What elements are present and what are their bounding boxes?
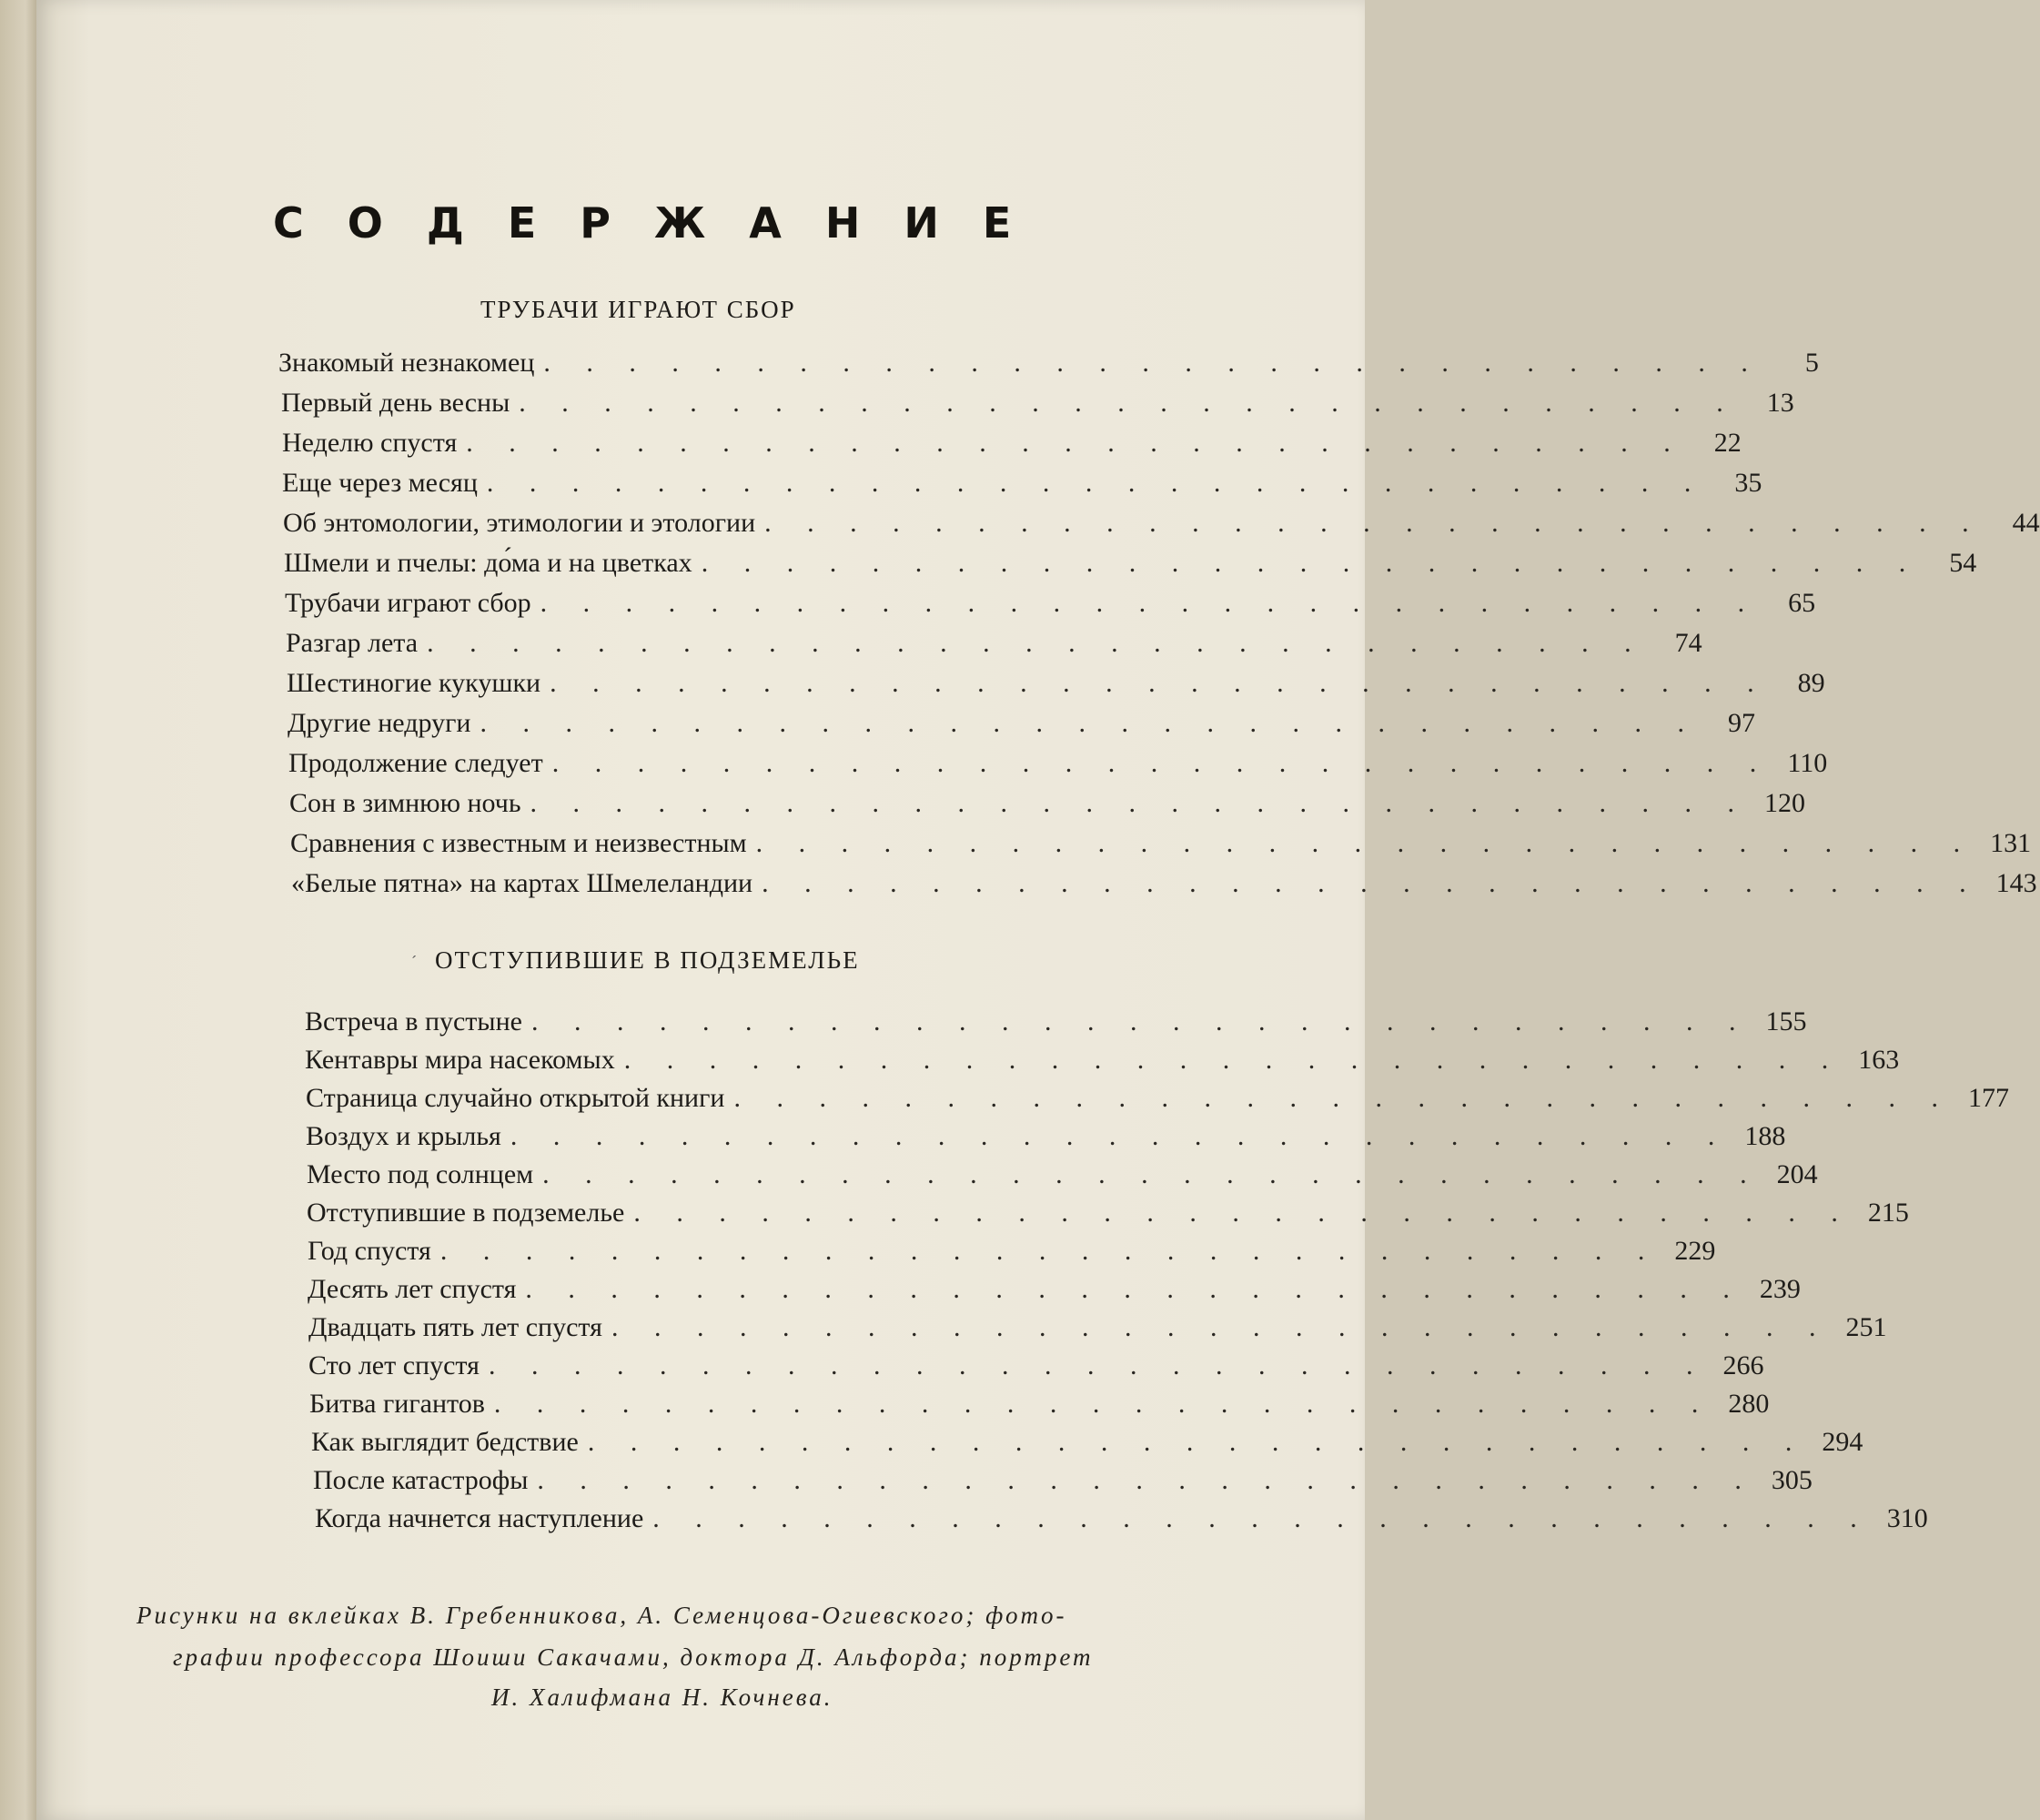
toc-entry-label: Как выглядит бедствие [311, 1427, 579, 1457]
toc-entry-label: Первый день весны [281, 388, 510, 418]
toc-entry [288, 748, 1828, 784]
toc-entry-label: Шмели и пчелы: до́ма и на цветках [284, 548, 692, 578]
toc-entry [306, 1121, 1786, 1158]
toc-entry-label: Двадцать пять лет спустя [308, 1312, 602, 1342]
toc-entry-label: Отступившие в подземелье [307, 1198, 625, 1228]
leader-dots: . . . . . . . . . . . . . . . . . . . . . . . . . . . . . [488, 1350, 1708, 1380]
toc-entry-page: 188 [1744, 1121, 1786, 1151]
toc-entry [306, 1083, 2009, 1119]
toc-entry-page: 131 [1990, 828, 2032, 858]
credits-line-3: И. Халифмана Н. Кочнева. [491, 1684, 833, 1711]
toc-entry-page: 65 [1788, 588, 1816, 618]
toc-entry-label: Неделю спустя [282, 428, 458, 458]
toc-entry-label: Разгар лета [286, 628, 419, 658]
toc-entry [288, 708, 1755, 744]
toc-entry-label: После катастрофы [313, 1465, 529, 1495]
toc-entry-label: Кентавры мира насекомых [305, 1045, 615, 1075]
leader-dots: . . . . . . . . . . . . . . . . . . . . . . . . . . . . . [633, 1198, 1853, 1228]
toc-entry-page: 44 [2012, 508, 2040, 538]
toc-entry-page: 280 [1728, 1389, 1770, 1419]
leader-dots: . . . . . . . . . . . . . . . . . . . . . . . . . . . . . [652, 1503, 1872, 1533]
toc-entry [309, 1389, 1770, 1425]
toc-entry-label: Сравнения с известным и неизвестным [290, 828, 747, 858]
leader-dots: . . . . . . . . . . . . . . . . . . . . . . . . . . . . . [525, 1274, 1744, 1304]
toc-entry-page: 266 [1722, 1350, 1764, 1380]
leader-dots: . . . . . . . . . . . . . . . . . . . . . . . . . . . . . [550, 668, 1769, 698]
leader-dots: . . . . . . . . . . . . . . . . . . . . . . . . . . . . . [510, 1121, 1730, 1151]
toc-entry-page: 97 [1727, 708, 1755, 738]
toc-entry-page: 294 [1822, 1427, 1863, 1457]
leader-dots: . . . . . . . . . . . . . . . . . . . . . . . . . . . . . [427, 628, 1646, 658]
toc-entry-page: 177 [1967, 1083, 2009, 1113]
leader-dots: . . . . . . . . . . . . . . . . . . . . . . . . . . . . . [542, 1159, 1762, 1189]
leader-dots: . . . . . . . . . . . . . . . . . . . . . . . . . . . . . [611, 1312, 1831, 1342]
toc-entry [308, 1274, 1801, 1310]
toc-entry-page: 143 [1995, 868, 2037, 898]
leader-dots: . . . . . . . . . . . . . . . . . . . . . . . . . . . . . [519, 388, 1738, 418]
toc-entry-label: Сон в зимнюю ночь [289, 788, 521, 818]
toc-entry [313, 1465, 1813, 1502]
toc-entry-page: 155 [1765, 1006, 1807, 1036]
leader-dots: . . . . . . . . . . . . . . . . . . . . . . . . . . . . . [486, 468, 1706, 498]
toc-entry-page: 239 [1759, 1274, 1801, 1304]
ink-mark: ˊ [411, 953, 417, 971]
toc-entry-label: Год спустя [308, 1236, 431, 1266]
toc-entry-label: Продолжение следует [288, 748, 543, 778]
leader-dots: . . . . . . . . . . . . . . . . . . . . . . . . . . . . . [493, 1389, 1713, 1419]
leader-dots: . . . . . . . . . . . . . . . . . . . . . . . . . . . . . [439, 1236, 1660, 1266]
toc-entry-label: Десять лет спустя [308, 1274, 517, 1304]
toc-entry [281, 388, 1794, 424]
toc-entry [289, 788, 1806, 824]
toc-entry-page: 204 [1776, 1159, 1818, 1189]
toc-entry-page: 13 [1766, 388, 1794, 418]
leader-dots: . . . . . . . . . . . . . . . . . . . . . . . . . . . . . [762, 868, 1981, 898]
leader-dots: . . . . . . . . . . . . . . . . . . . . . . . . . . . . . [701, 548, 1921, 578]
credits-line-1: Рисунки на вклейках В. Гребенникова, А. Семенцова-Огиевского; фото- [136, 1602, 1067, 1629]
leader-dots: . . . . . . . . . . . . . . . . . . . . . . . . . . . . . [480, 708, 1699, 738]
section-title-2: ОТСТУПИВШИЕ В ПОДЗЕМЕЛЬЕ [435, 946, 860, 974]
leader-dots: . . . . . . . . . . . . . . . . . . . . . . . . . . . . . [755, 828, 1975, 858]
leader-dots: . . . . . . . . . . . . . . . . . . . . . . . . . . . . . [543, 348, 1762, 378]
section-title-1: ТРУБАЧИ ИГРАЮТ СБОР [480, 296, 796, 323]
toc-entry-label: Битва гигантов [309, 1389, 485, 1419]
toc-entry [305, 1006, 1807, 1043]
toc-entry-page: 74 [1674, 628, 1702, 658]
leader-dots: . . . . . . . . . . . . . . . . . . . . . . . . . . . . . [540, 588, 1760, 618]
leader-dots: . . . . . . . . . . . . . . . . . . . . . . . . . . . . . [764, 508, 1984, 538]
book-gutter [0, 0, 36, 1820]
leader-dots: . . . . . . . . . . . . . . . . . . . . . . . . . . . . . [530, 1006, 1751, 1036]
toc-entry-label: Страница случайно открытой книги [306, 1083, 725, 1113]
toc-entry-page: 215 [1867, 1198, 1909, 1228]
toc-entry-label: Шестиногие кукушки [287, 668, 541, 698]
leader-dots: . . . . . . . . . . . . . . . . . . . . . . . . . . . . . [623, 1045, 1843, 1075]
toc-entry-label: Сто лет спустя [308, 1350, 480, 1380]
toc-entry-label: Знакомый незнакомец [278, 348, 535, 378]
toc-entry-page: 305 [1771, 1465, 1813, 1495]
toc-entry [290, 828, 2032, 864]
toc-entry [282, 468, 1762, 504]
toc-entry [311, 1427, 1863, 1463]
leader-dots: . . . . . . . . . . . . . . . . . . . . . . . . . . . . . [466, 428, 1685, 458]
toc-entry [287, 668, 1825, 704]
toc-entry [285, 588, 1816, 624]
toc-entry-page: 22 [1713, 428, 1742, 458]
toc-entry-page: 251 [1845, 1312, 1887, 1342]
toc-entry-page: 5 [1804, 348, 1819, 378]
toc-entry-label: Трубачи играют сбор [285, 588, 531, 618]
toc-entry [308, 1236, 1716, 1272]
toc-entry [307, 1159, 1818, 1196]
toc-entry-label: Место под солнцем [307, 1159, 534, 1189]
toc-entry-page: 35 [1734, 468, 1762, 498]
toc-entry-label: Еще через месяц [282, 468, 478, 498]
leader-dots: . . . . . . . . . . . . . . . . . . . . . . . . . . . . . [530, 788, 1750, 818]
book-page [36, 0, 1365, 1820]
toc-entry [291, 868, 2037, 905]
toc-entry [286, 628, 1702, 664]
toc-entry [282, 428, 1742, 464]
toc-entry [315, 1503, 1928, 1540]
toc-entry-label: Встреча в пустыне [305, 1006, 522, 1036]
toc-entry-label: Другие недруги [288, 708, 471, 738]
toc-entry [284, 548, 1977, 584]
toc-entry [307, 1198, 1909, 1234]
toc-entry [278, 348, 1819, 384]
leader-dots: . . . . . . . . . . . . . . . . . . . . . . . . . . . . . [537, 1465, 1756, 1495]
toc-entry [283, 508, 2040, 544]
toc-entry-label: Воздух и крылья [306, 1121, 501, 1151]
toc-entry-page: 89 [1797, 668, 1825, 698]
toc-entry-page: 120 [1764, 788, 1806, 818]
toc-entry-label: Об энтомологии, этимологии и этологии [283, 508, 756, 538]
credits-line-2: графии профессора Шоиши Сакачами, доктора Д. Альфорда; портрет [173, 1643, 1094, 1671]
leader-dots: . . . . . . . . . . . . . . . . . . . . . . . . . . . . . [587, 1427, 1807, 1457]
toc-entry-page: 54 [1949, 548, 1977, 578]
toc-entry-page: 110 [1787, 748, 1828, 778]
toc-entry-page: 310 [1886, 1503, 1928, 1533]
toc-entry [308, 1312, 1887, 1349]
leader-dots: . . . . . . . . . . . . . . . . . . . . . . . . . . . . . [733, 1083, 1953, 1113]
toc-entry [308, 1350, 1764, 1387]
page-title: СОДЕРЖАНИЕ [273, 198, 1055, 248]
toc-entry [305, 1045, 1900, 1081]
toc-entry-label: Когда начнется наступление [315, 1503, 644, 1533]
leader-dots: . . . . . . . . . . . . . . . . . . . . . . . . . . . . . [551, 748, 1772, 778]
toc-entry-label: «Белые пятна» на картах Шмелеландии [291, 868, 753, 898]
toc-entry-page: 163 [1858, 1045, 1900, 1075]
toc-entry-page: 229 [1674, 1236, 1716, 1266]
